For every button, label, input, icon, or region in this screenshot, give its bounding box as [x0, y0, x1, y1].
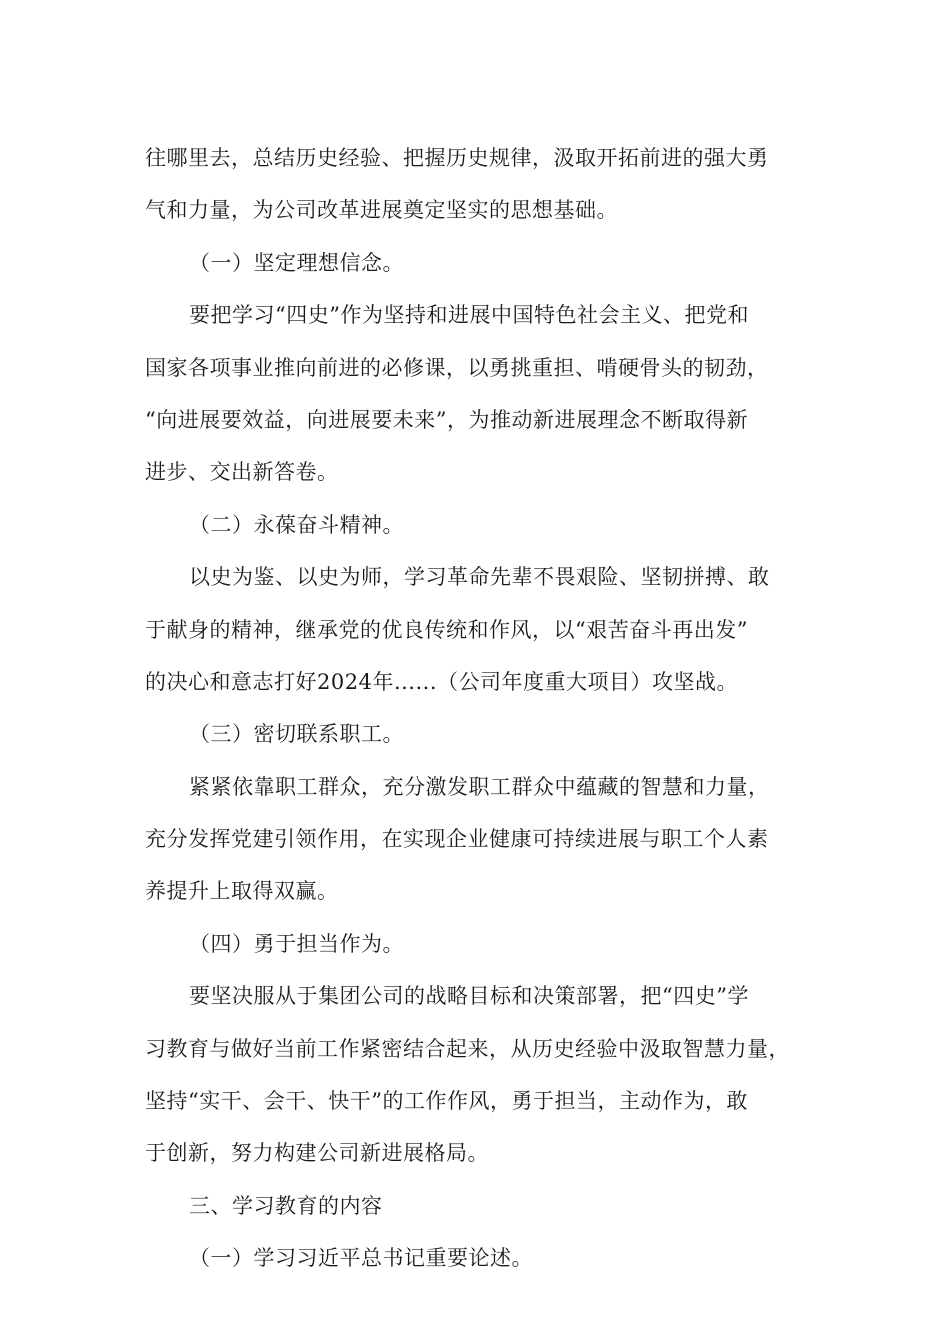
paragraph-start: 以史为鉴、以史为师，学习革命先辈不畏艰险、坚韧拼搏、敢 — [189, 565, 770, 590]
text-line: 于创新，努力构建公司新进展格局。 — [145, 1141, 489, 1166]
paragraph-start: 要坚决服从于集团公司的战略目标和决策部署，把“四史”学 — [189, 984, 749, 1009]
chapter-heading: 三、学习教育的内容 — [189, 1193, 383, 1218]
text-line: 于献身的精神，继承党的优良传统和作风，以“艰苦奋斗再出发” — [145, 617, 748, 642]
section-heading: （一）坚定理想信念。 — [189, 250, 404, 275]
document-body — [145, 132, 845, 1285]
section-heading: （四）勇于担当作为。 — [189, 931, 404, 956]
text-line: 习教育与做好当前工作紧密结合起来，从历史经验中汲取智慧力量， — [145, 1036, 790, 1061]
text-line: 国家各项事业推向前进的必修课，以勇挑重担、啃硬骨头的韧劲， — [145, 355, 769, 380]
section-heading: （二）永葆奋斗精神。 — [189, 512, 404, 537]
text-line: 进步、交出新答卷。 — [145, 460, 339, 485]
text-line: 的决心和意志打好2024年......（公司年度重大项目）攻坚战。 — [145, 669, 738, 694]
section-heading: （一）学习习近平总书记重要论述。 — [189, 1246, 533, 1271]
text-line: 充分发挥党建引领作用，在实现企业健康可持续进展与职工个人素 — [145, 827, 769, 852]
text-line: 养提升上取得双赢。 — [145, 879, 339, 904]
text-line: 气和力量，为公司改革进展奠定坚实的思想基础。 — [145, 198, 618, 223]
text-line: 坚持“实干、会干、快干”的工作作风，勇于担当，主动作为，敢 — [145, 1089, 748, 1114]
paragraph-start: 紧紧依靠职工群众，充分激发职工群众中蕴藏的智慧和力量， — [189, 774, 770, 799]
text-line: 往哪里去，总结历史经验、把握历史规律，汲取开拓前进的强大勇 — [145, 146, 769, 170]
section-heading: （三）密切联系职工。 — [189, 722, 404, 747]
text-line: “向进展要效益，向进展要未来”，为推动新进展理念不断取得新 — [145, 407, 748, 432]
paragraph-start: 要把学习“四史”作为坚持和进展中国特色社会主义、把党和 — [189, 303, 749, 328]
